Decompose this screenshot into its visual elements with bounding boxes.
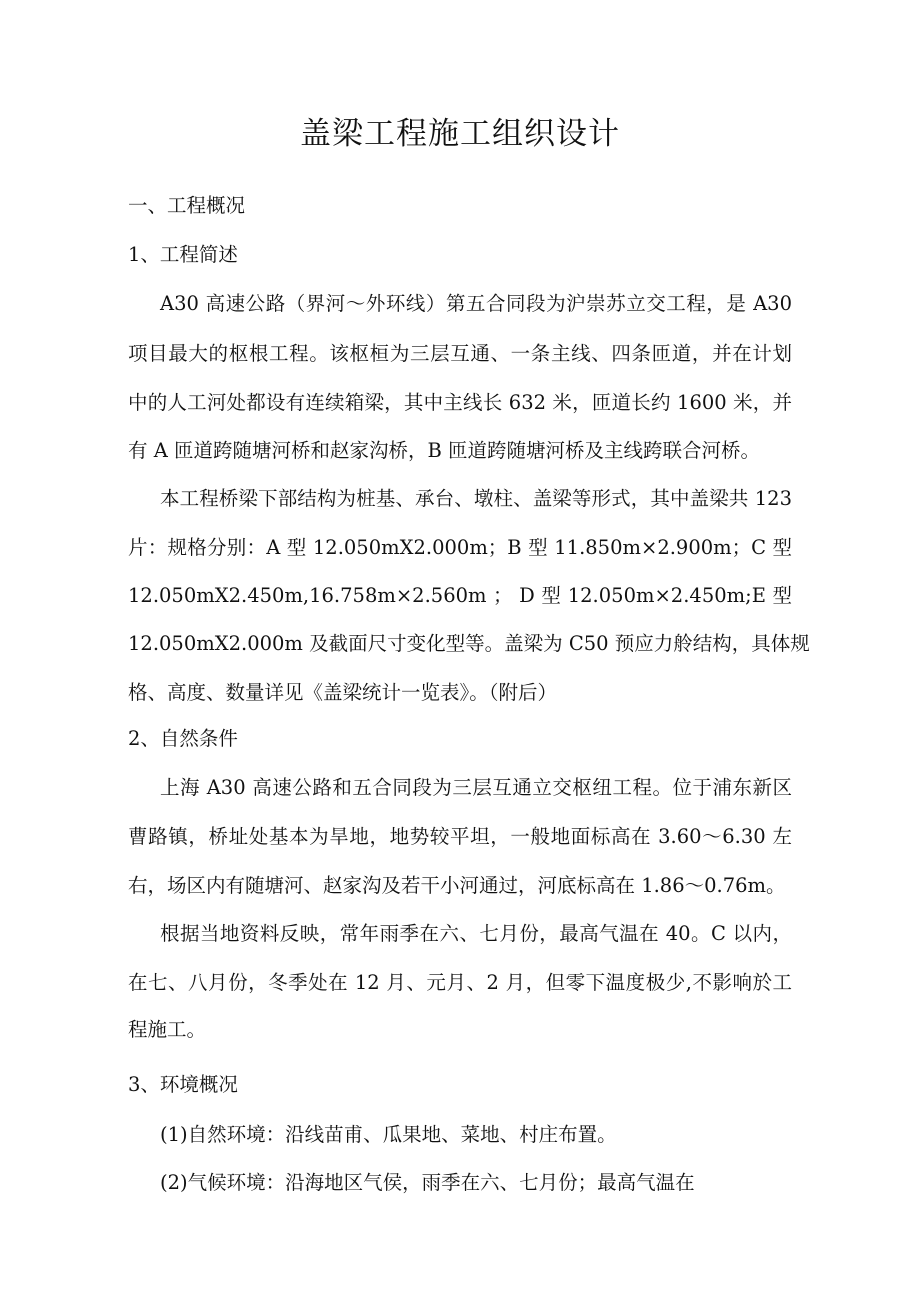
paragraph-line: 上海 A30 高速公路和五合同段为三层互通立交枢纽工程。位于浦东新区	[160, 776, 792, 799]
paragraph-line: 中的人工河处都设有连续箱梁，其中主线长 632 米，匝道长约 1600 米，并	[128, 391, 792, 414]
subsection-heading-brief: 1、工程简述	[128, 243, 238, 266]
paragraph-line: 程施工。	[128, 1018, 207, 1041]
document-title: 盖梁工程施工组织设计	[300, 116, 620, 152]
paragraph-line: 右，场区内有随塘河、赵家沟及若干小河通过，河底标高在 1.86～0.76m。	[128, 874, 786, 897]
paragraph-line: 项目最大的枢根工程。该枢桓为三层互通、一条主线、四条匝道，并在计划	[128, 342, 792, 365]
paragraph-line: 有 A 匝道跨随塘河桥和赵家沟桥，B 匝道跨随塘河桥及主线跨联合河桥。	[128, 439, 761, 462]
paragraph-line: 根据当地资料反映，常年雨季在六、七月份，最高气温在 40。C 以内，	[160, 922, 792, 945]
paragraph-line: A30 高速公路（界河～外环线）第五合同段为沪崇苏立交工程，是 A30	[160, 292, 792, 315]
list-item: (2)气候环境：沿海地区气侯，雨季在六、七月份；最高气温在	[160, 1171, 695, 1194]
paragraph-line: 曹路镇，桥址处基本为旱地，地势较平坦，一般地面标高在 3.60～6.30 左	[128, 825, 792, 848]
paragraph-line: 片：规格分别：A 型 12.050mX2.000m；B 型 11.850m×2.900m；C 型	[128, 536, 792, 559]
paragraph-line: 12.050mX2.450m,16.758m×2.560m ； D 型 12.050m×2.450m;E 型	[128, 584, 792, 607]
paragraph-line: 格、高度、数量详见《盖梁统计一览表》。（附后）	[128, 681, 558, 704]
paragraph-line: 12.050mX2.000m 及截面尺寸变化型等。盖梁为 C50 预应力舲结构，具体规	[128, 632, 810, 655]
subsection-heading-natural-conditions: 2、自然条件	[128, 727, 238, 750]
subsection-heading-environment: 3、环境概况	[128, 1073, 238, 1096]
section-heading-project-overview: 一、工程概况	[128, 194, 246, 217]
paragraph-line: 本工程桥梁下部结构为桩基、承台、墩柱、盖梁等形式，其中盖梁共 123	[160, 487, 792, 510]
paragraph-line: 在七、八月份，冬季处在 12 月、元月、2 月，但零下温度极少,不影响於工	[128, 971, 792, 994]
list-item: (1)自然环境：沿线苗甫、瓜果地、菜地、村庄布置。	[160, 1123, 617, 1146]
